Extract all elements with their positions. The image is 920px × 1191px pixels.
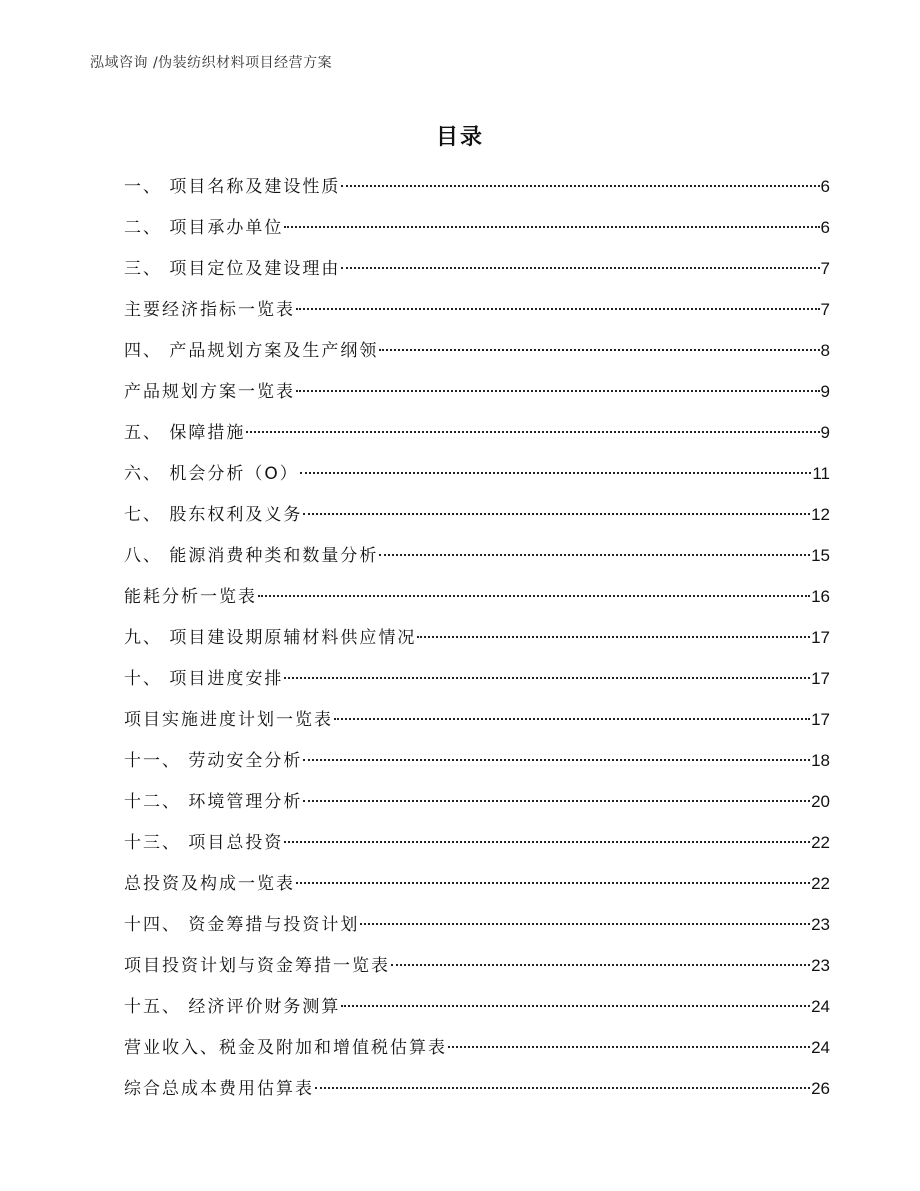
toc-entry[interactable]	[124, 171, 830, 212]
toc-entry[interactable]	[124, 417, 830, 458]
toc-entry-page: 16	[811, 587, 830, 606]
toc-leader-dots	[341, 266, 819, 269]
toc-entry[interactable]	[124, 294, 830, 335]
toc-entry-page: 17	[811, 669, 830, 688]
toc-entry-page: 6	[820, 218, 830, 237]
toc-entry-page: 17	[811, 628, 830, 647]
toc-entry[interactable]	[124, 950, 830, 991]
toc-entry-label: 营业收入、税金及附加和增值税估算表	[124, 1038, 447, 1058]
toc-entry-label: 八、 能源消费种类和数量分析	[124, 546, 379, 566]
toc-entry[interactable]	[124, 376, 830, 417]
toc-entry-page: 8	[820, 341, 830, 360]
toc-entry-label: 十四、 资金筹措与投资计划	[124, 915, 360, 935]
toc-entry-label: 产品规划方案一览表	[124, 382, 295, 402]
toc-entry[interactable]	[124, 786, 830, 827]
table-of-contents	[124, 171, 830, 1114]
toc-entry-label: 综合总成本费用估算表	[124, 1079, 314, 1099]
toc-entry-page: 20	[811, 792, 830, 811]
toc-leader-dots	[284, 676, 810, 679]
toc-entry-page: 17	[811, 710, 830, 729]
toc-leader-dots	[303, 758, 810, 761]
toc-leader-dots	[296, 389, 820, 392]
document-header: 泓域咨询 /伪装纺织材料项目经营方案	[90, 55, 333, 71]
toc-entry[interactable]	[124, 1073, 830, 1114]
toc-entry-label: 十、 项目进度安排	[124, 669, 284, 689]
toc-entry[interactable]	[124, 663, 830, 704]
toc-leader-dots	[303, 512, 810, 515]
toc-entry[interactable]	[124, 868, 830, 909]
toc-entry-label: 主要经济指标一览表	[124, 300, 295, 320]
toc-entry-label: 五、 保障措施	[124, 423, 246, 443]
toc-entry-label: 三、 项目定位及建设理由	[124, 259, 341, 279]
toc-leader-dots	[296, 881, 810, 884]
toc-entry-label: 十二、 环境管理分析	[124, 792, 303, 812]
toc-entry-label: 项目实施进度计划一览表	[124, 710, 333, 730]
toc-entry-label: 十五、 经济评价财务测算	[124, 997, 341, 1017]
toc-leader-dots	[334, 717, 810, 720]
toc-entry-label: 总投资及构成一览表	[124, 874, 295, 894]
toc-leader-dots	[284, 225, 819, 228]
toc-entry-label: 四、 产品规划方案及生产纲领	[124, 341, 379, 361]
toc-leader-dots	[417, 635, 810, 638]
toc-title: 目录	[435, 125, 484, 150]
toc-entry-label: 九、 项目建设期原辅材料供应情况	[124, 628, 417, 648]
toc-entry-label: 六、 机会分析（O）	[124, 464, 299, 484]
toc-entry-label: 项目投资计划与资金筹措一览表	[124, 956, 390, 976]
toc-leader-dots	[448, 1045, 810, 1048]
toc-leader-dots	[341, 184, 819, 187]
toc-entry-label: 七、 股东权利及义务	[124, 505, 303, 525]
toc-entry[interactable]	[124, 335, 830, 376]
toc-entry-page: 26	[811, 1079, 830, 1098]
toc-entry-page: 15	[811, 546, 830, 565]
toc-entry-page: 22	[811, 833, 830, 852]
toc-leader-dots	[303, 799, 810, 802]
toc-leader-dots	[246, 430, 819, 433]
toc-entry[interactable]	[124, 827, 830, 868]
toc-leader-dots	[300, 471, 812, 474]
toc-leader-dots	[391, 963, 810, 966]
toc-entry-label: 一、 项目名称及建设性质	[124, 177, 341, 197]
toc-entry-page: 23	[811, 956, 830, 975]
toc-entry-label: 能耗分析一览表	[124, 587, 257, 607]
toc-entry-page: 9	[820, 423, 830, 442]
toc-leader-dots	[360, 922, 810, 925]
toc-entry-label: 十三、 项目总投资	[124, 833, 284, 853]
toc-entry[interactable]	[124, 499, 830, 540]
toc-entry[interactable]	[124, 704, 830, 745]
toc-entry-page: 18	[811, 751, 830, 770]
toc-entry-page: 24	[811, 1038, 830, 1057]
toc-entry-page: 22	[811, 874, 830, 893]
toc-leader-dots	[341, 1004, 810, 1007]
toc-leader-dots	[296, 307, 820, 310]
toc-entry[interactable]	[124, 909, 830, 950]
toc-leader-dots	[258, 594, 810, 597]
toc-entry[interactable]	[124, 991, 830, 1032]
toc-leader-dots	[315, 1086, 810, 1089]
toc-entry-page: 7	[820, 300, 830, 319]
toc-entry-page: 6	[820, 177, 830, 196]
toc-entry-page: 12	[811, 505, 830, 524]
toc-entry[interactable]	[124, 745, 830, 786]
header-divider	[90, 75, 830, 76]
toc-entry-label: 二、 项目承办单位	[124, 218, 284, 238]
toc-leader-dots	[284, 840, 810, 843]
toc-entry[interactable]	[124, 1032, 830, 1073]
toc-entry-page: 23	[811, 915, 830, 934]
toc-leader-dots	[379, 348, 819, 351]
toc-entry[interactable]	[124, 622, 830, 663]
toc-leader-dots	[379, 553, 810, 556]
toc-entry[interactable]	[124, 540, 830, 581]
toc-entry-page: 7	[820, 259, 830, 278]
toc-entry-page: 24	[811, 997, 830, 1016]
toc-entry-label: 十一、 劳动安全分析	[124, 751, 303, 771]
toc-entry[interactable]	[124, 212, 830, 253]
toc-entry-page: 11	[812, 464, 830, 483]
toc-entry[interactable]	[124, 581, 830, 622]
toc-entry[interactable]	[124, 458, 830, 499]
toc-entry-page: 9	[820, 382, 830, 401]
toc-entry[interactable]	[124, 253, 830, 294]
